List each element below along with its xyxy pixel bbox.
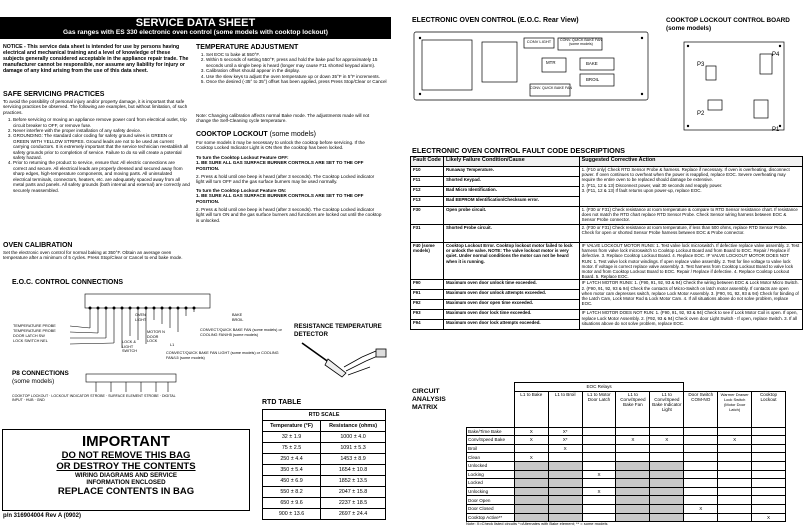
board-label-p2: P2 (697, 111, 705, 117)
fault-code: F10 (411, 167, 444, 177)
matrix-cell: X (752, 513, 786, 522)
matrix-cell (616, 496, 650, 505)
fault-code: F31 (411, 225, 444, 243)
temp-adjust-steps (196, 52, 392, 84)
matrix-group-spacer (684, 383, 786, 392)
matrix-cell: X (514, 453, 548, 462)
fault-cause: Cooktop Lockout Error. Cooktop lockout motor failed to lock or unlock the valve. NOTE: The valve lockout motor is very quiet. Under normal conditions the motor can not be heard when it is running. (443, 243, 579, 280)
safe-servicing-body (3, 99, 190, 193)
rtd-table-title: RTD TABLE (262, 399, 302, 406)
table-row (411, 280, 803, 290)
matrix-row-label: Door Closed (467, 504, 515, 513)
fault-code: F94 (411, 320, 444, 330)
cooktop-board-heading: COOKTOP LOCKOUT CONTROL BOARD (666, 17, 790, 24)
cooktop-on-title: To turn the Cooktop Lockout Feature ON: (196, 187, 287, 193)
matrix-row-label: Door Open (467, 496, 515, 505)
conn-label: DOOR LATCH SW (13, 334, 45, 338)
matrix-cell (684, 436, 718, 445)
p8-label: SURFACE ELEMENT STROBE (108, 394, 159, 398)
table-row (263, 509, 386, 520)
fault-action: 1. (F10 only) Check RTD Sensor Probe & harness. Replace if necessary. If oven is overheating, disconnect power. If oven continues to overheat when the power is reapplied, replace EOC. Severe overheating may require the entire oven to be replaced should damage be extensive. (581, 167, 790, 183)
matrix-cell (514, 470, 548, 479)
matrix-row-label: Conv/Speed Bake (467, 436, 515, 445)
fault-cause: Bad EEPROM Identification/Checksum error. (443, 197, 579, 207)
matrix-cell: X* (548, 436, 582, 445)
matrix-cell (650, 461, 684, 470)
table-row (263, 476, 386, 487)
rtd-cell: 900 ± 13.6 (263, 509, 321, 520)
matrix-col-header: Warmer Drawer Lock Switch (Motor Door Latch) (718, 391, 752, 427)
eoc-conn-label-l1: L1 (170, 343, 175, 347)
p8-label: COOKTOP LOCKOUT (12, 394, 49, 398)
matrix-cell (548, 504, 582, 513)
temp-adjust-step: 2. Within 5 seconds of setting 550°F, press and hold the bake pad for approximately 15 seconds until a single beep is heard (longer may cause F11 shorted keypad alarm). (206, 57, 392, 68)
matrix-cell (582, 496, 616, 505)
matrix-cell (548, 453, 582, 462)
cooktop-on-step1: 1. BE SURE ALL GAS SURFACE BURNER CONTROLS ARE SET TO THE OFF POSITION. (196, 193, 364, 204)
fault-code: F92 (411, 300, 444, 310)
matrix-cell (582, 479, 616, 488)
matrix-cell (582, 453, 616, 462)
part-number: p/n 316904004 Rev A (0902) (3, 513, 81, 519)
matrix-cell (514, 479, 548, 488)
table-row (263, 465, 386, 476)
matrix-cell (582, 427, 616, 436)
matrix-col-header: L1 to Bake (514, 391, 548, 427)
rtd-cell: 1091 ± 5.3 (321, 443, 386, 454)
matrix-cell (718, 504, 752, 513)
matrix-cell (718, 453, 752, 462)
fault-action: 2. (F30 or F31) Check resistance at room temperature, if less than 500 ohms, replace RTD Sensor Probe. Check for open or shorted Sensor Probe harness between EOC & Probe connector. (579, 225, 802, 243)
table-row (467, 504, 786, 513)
page-subtitle: Gas ranges with ES 330 electronic oven control (some models with cooktop lockout) (63, 29, 328, 36)
matrix-row-label: Unlocked (467, 461, 515, 470)
matrix-cell (684, 461, 718, 470)
cooktop-off-step1: 1. BE SURE ALL GAS SURFACE BURNER CONTROLS ARE SET TO THE OFF POSITION. (196, 160, 364, 171)
fault-cause: Maximum oven door lock time exceeded. (443, 310, 579, 320)
fault-code: F93 (411, 310, 444, 320)
matrix-cell: X (514, 427, 548, 436)
matrix-col-header: Cooktop Lockout (752, 391, 786, 427)
fault-action-group (579, 167, 802, 207)
matrix-cell: X (582, 487, 616, 496)
matrix-cell (650, 453, 684, 462)
matrix-cell (718, 496, 752, 505)
eoc-conn-labels-left (13, 324, 56, 344)
p8-label: LOCKOUT INDICATOR STROBE (51, 394, 105, 398)
matrix-col-header: L1 to Conv/Speed Bake Fan (616, 391, 650, 427)
fault-header-action: Suggested Corrective Action (579, 157, 802, 167)
table-row (467, 444, 786, 453)
matrix-cell: X (616, 436, 650, 445)
conn-label: TEMPERATURE PROBE (13, 329, 56, 333)
p8-diagram (56, 372, 196, 394)
notice-label: NOTICE - (3, 44, 26, 50)
matrix-cell (684, 427, 718, 436)
board-label-p4: P4 (772, 52, 780, 58)
matrix-cell (616, 427, 650, 436)
table-row (263, 454, 386, 465)
p8-label: DIGITAL INPUT (12, 394, 176, 403)
page-title: SERVICE DATA SHEET (135, 17, 256, 29)
fault-cause: Bad Micro Identification. (443, 187, 579, 197)
table-row (411, 243, 803, 280)
matrix-cell (684, 496, 718, 505)
matrix-cell (718, 487, 752, 496)
rtd-cell: 32 ± 1.9 (263, 432, 321, 443)
matrix-body (467, 427, 786, 522)
matrix-corner2 (467, 391, 515, 427)
matrix-title: CIRCUIT ANALYSIS MATRIX (412, 388, 446, 411)
temp-adjust-title: TEMPERATURE ADJUSTMENT (196, 44, 299, 51)
matrix-cell (650, 513, 684, 522)
fault-cause: Maximum oven door lock attempts exceeded. (443, 320, 579, 330)
matrix-cell (616, 470, 650, 479)
matrix-cell (718, 479, 752, 488)
matrix-corner (467, 383, 515, 392)
eoc-conn-label-oven-light: OVEN LIGHT (135, 313, 147, 322)
fault-action: 3. (F11, 12 & 13) If fault returns upon power-up, replace EOC. (581, 187, 702, 193)
cooktop-lockout-body (196, 140, 382, 223)
matrix-cell: X (582, 470, 616, 479)
matrix-cell (752, 487, 786, 496)
matrix-cell (616, 513, 650, 522)
table-row (467, 496, 786, 505)
fault-action: IF LATCH MOTOR DOES NOT RUN: 1. (F90, 91, 92, 93 & 94) Check to see if Lock Motor Coil is open. If open, replace Lock Motor Assembly. 2. (F92, 93 & 94) Check oven door Light Switch - If open, replace Switch. 3. If all situations above do not solve problem, replace EOC. (579, 310, 802, 330)
matrix-row-label: Cooktop Active** (467, 513, 515, 522)
matrix-cell: X (718, 436, 752, 445)
important-title: IMPORTANT (81, 433, 171, 450)
important-line3: WIRING DIAGRAMS AND SERVICE (74, 472, 178, 479)
p8-subtitle: (some models) (12, 377, 55, 385)
matrix-cell (514, 496, 548, 505)
matrix-cell (650, 444, 684, 453)
oven-calibration-title: OVEN CALIBRATION (3, 242, 73, 249)
conn-label: TEMPERATURE PROBE (13, 324, 56, 328)
rtd-cell: 2047 ± 15.8 (321, 487, 386, 498)
eoc-conn-label-motor: MOTOR N DOOR LOCK (147, 330, 165, 343)
rtd-cell: 2697 ± 24.4 (321, 509, 386, 520)
matrix-cell (582, 504, 616, 513)
eoc-connections-title: E.O.C. CONTROL CONNECTIONS (12, 279, 124, 286)
safe-servicing-title: SAFE SERVICING PRACTICES (3, 91, 105, 98)
matrix-cell (514, 504, 548, 513)
eoc-conn-label-lock: LOCK & LIGHT SWITCH (122, 340, 137, 353)
matrix-cell (514, 487, 548, 496)
cooktop-off-title: To turn the Cooktop Lockout Feature OFF: (196, 154, 289, 160)
matrix-cell: X (548, 444, 582, 453)
matrix-cell (616, 479, 650, 488)
temp-adjust-step: 3. Calibration offset should appear in the display. (206, 68, 392, 73)
matrix-cell (514, 461, 548, 470)
fault-cause: Maximum oven door unlock attempts exceeded. (443, 290, 579, 300)
matrix-row-label: Broil (467, 444, 515, 453)
matrix-cell (752, 479, 786, 488)
matrix-cell: X (514, 436, 548, 445)
matrix-cell (616, 453, 650, 462)
matrix-cell (616, 444, 650, 453)
table-row (467, 470, 786, 479)
matrix-col-header: L1 to Motor Door Latch (582, 391, 616, 427)
rtd-sensor-title: RESISTANCE TEMPERATURE DETECTOR (294, 323, 382, 338)
fault-code: F30 (411, 207, 444, 225)
rtd-cell: 1453 ± 8.9 (321, 454, 386, 465)
table-row (263, 432, 386, 443)
cooktop-on-step2: 2. Press & hold until one beep is heard (after 3 seconds). The Cooktop Locked indicator light will turn ON and the gas surface burners and functions are locked out until the cooktop is unlocked. (196, 207, 382, 223)
table-row (263, 487, 386, 498)
safe-item: 4. Prior to returning the product to service, ensure that: All electric connections are correct and secure. All electrical leads are properly dressed and secured away from sharp edges, high-temperature components, and moving parts. All uninsulated electrical terminals, connectors, heaters, etc. are adequately spaced away from all metal parts and panels. All safety grounds (both internal and external) are correctly and securely reassembled. (13, 160, 190, 192)
matrix-cell (718, 470, 752, 479)
table-row (411, 225, 803, 243)
matrix-row-label: Locking (467, 470, 515, 479)
eoc-rear-label-fan: CONV. QUICK BAKE FAN (some models) (559, 38, 602, 47)
table-row (467, 427, 786, 436)
cooktop-lockout-suffix: (some models) (269, 131, 316, 138)
rtd-cell: 75 ± 2.5 (263, 443, 321, 454)
matrix-cell (684, 479, 718, 488)
fault-cause: Shorted Probe circuit. (443, 225, 579, 243)
matrix-cell (718, 427, 752, 436)
matrix-cell (718, 513, 752, 522)
matrix-cell (650, 427, 684, 436)
table-row (467, 453, 786, 462)
matrix-cell (548, 479, 582, 488)
fault-header-code: Fault Code (411, 157, 444, 167)
rtd-table (262, 409, 386, 520)
fault-code: F40 (some models) (411, 243, 444, 280)
matrix-cell (650, 487, 684, 496)
cooktop-intro: For some models it may be necessary to unlock the cooktop before servicing. If the Cooktop Locked Indicator Light is ON then the cooktop has been locked. (196, 140, 365, 151)
table-row (467, 487, 786, 496)
fault-cause: Maximum oven door open time exceeded. (443, 300, 579, 310)
rtd-cell: 650 ± 9.6 (263, 498, 321, 509)
matrix-cell: X* (548, 427, 582, 436)
cooktop-board-title (666, 17, 790, 33)
rtd-cell: 450 ± 6.9 (263, 476, 321, 487)
fault-table (410, 156, 803, 330)
table-row (411, 207, 803, 225)
cooktop-lockout-title (196, 131, 316, 139)
matrix-row-label: Locked (467, 479, 515, 488)
rtd-cell: 550 ± 8.2 (263, 487, 321, 498)
notice-text: This service data sheet is intended for use by persons having electrical and mechanical training and a level of knowledge of these subjects generally considered acceptable in the appliance repair trade. The manufacturer cannot be responsible, nor assume any liability for injury or damage of any kind arising from the use of this data sheet. (3, 44, 189, 74)
eoc-rear-label-mtr: MTR (546, 60, 556, 65)
matrix-cell (548, 496, 582, 505)
matrix-cell: X (650, 436, 684, 445)
eoc-rear-heading: ELECTRONIC OVEN CONTROL (412, 17, 516, 24)
matrix-cell (752, 504, 786, 513)
important-line4: INFORMATION ENCLOSED (86, 479, 166, 486)
cooktop-lockout-heading: COOKTOP LOCKOUT (196, 131, 268, 138)
eoc-rear-title (412, 17, 579, 24)
fault-code: F90 (411, 280, 444, 290)
fault-table-title: ELECTRONIC OVEN CONTROL FAULT CODE DESCRIPTIONS (412, 146, 625, 155)
fault-code: F12 (411, 187, 444, 197)
fault-code: F11 (411, 177, 444, 187)
oven-calibration-text: Set the electronic oven control for normal baking at 350°F. Obtain an average oven temperature after a minimum of 5 cycles. Press Stop/Clear or Cancel to end bake mode. (3, 250, 183, 261)
rtd-sensor-drawing (300, 337, 390, 382)
matrix-col-header: L1 to Broil (548, 391, 582, 427)
conn-label: LOCK SWITCH NEL (13, 339, 48, 343)
rtd-cell: 350 ± 5.4 (263, 465, 321, 476)
safe-intro: To avoid the possibility of personal injury and/or property damage, it is important that safe servicing practices be observed. The following are examples, but without limitation, of such practices. (3, 99, 188, 115)
temp-adjust-step: 5. Once the desired (-35° to 35°) offset has been applied, press Press Stop/Clear or Cancel (206, 79, 392, 84)
matrix-cell (548, 461, 582, 470)
fault-cause: Open probe circuit. (443, 207, 579, 225)
important-line1: DO NOT REMOVE THIS BAG (61, 450, 191, 461)
fault-action: IF LATCH MOTOR RUNS: 1. (F90, 91, 92, 93 & 94) Check the wiring between EOC & Lock Motor Micro Switch. 2. (F90, 91, 92, 93 & 94) Check the contacts of Micro-Switch on latch motor assembly. If contacts are open when motor cam depresses switch, replace Lock Motor Assembly. 3. (F90, 91, 92, 93 & 94) Check for binding of the Latch Cam, Lock Motor Rod & Lock Motor Cam. 4. If all situations above do not solve problem, replace EOC. (579, 280, 802, 310)
table-row (467, 436, 786, 445)
matrix-cell (752, 453, 786, 462)
eoc-rear-label-broil: BROIL (586, 77, 600, 82)
p8-label: GND (36, 398, 45, 403)
rtd-cell: 1852 ± 13.5 (321, 476, 386, 487)
cooktop-board-diagram (682, 40, 786, 132)
matrix-cell (752, 444, 786, 453)
important-line5: REPLACE CONTENTS IN BAG (57, 486, 195, 497)
matrix-cell (684, 513, 718, 522)
matrix-cell (684, 444, 718, 453)
matrix-cell (616, 487, 650, 496)
matrix-cell (616, 504, 650, 513)
table-row (411, 167, 803, 177)
important-box (2, 429, 250, 511)
matrix-row-label: Bake/Time Bake (467, 427, 515, 436)
matrix-cell (616, 461, 650, 470)
table-row (411, 310, 803, 320)
temp-adjust-step: 1. Set EOC to bake at 550°F. (206, 52, 392, 57)
matrix-cell: X (684, 504, 718, 513)
matrix-cell (752, 461, 786, 470)
rtd-cell: 1000 ± 4.0 (321, 432, 386, 443)
important-line2: OR DESTROY THE CONTENTS (56, 461, 196, 472)
fault-code: F91 (411, 290, 444, 300)
fault-code: F13 (411, 197, 444, 207)
matrix-group-label: EOC Relays (514, 383, 683, 392)
table-row (467, 461, 786, 470)
matrix-cell (650, 470, 684, 479)
matrix-row-label: Unlocking (467, 487, 515, 496)
temp-adjust-step: 4. Use the slew keys to adjust the oven temperature up or down 35°F in 5°F increments. (206, 74, 392, 79)
matrix-col-header: Door Switch COM-NO (684, 391, 718, 427)
matrix-cell (548, 487, 582, 496)
eoc-conn-label-fan-light: CONVECT/QUICK BAKE FAN LIGHT (some models) or COOLING FAN/L5 (some models) (166, 351, 279, 360)
matrix-cell (752, 427, 786, 436)
matrix-col-header: L1 to Conv/Speed Bake Indicator Light (650, 391, 684, 427)
matrix-cell (582, 461, 616, 470)
circuit-matrix (466, 382, 786, 522)
matrix-note: Note: X=Check listed circuits *=Alternates with Bake element; ** = some models (466, 521, 608, 526)
matrix-cell (752, 436, 786, 445)
fault-cause: Runaway Temperature. (443, 167, 579, 177)
p8-label: HUB (25, 398, 34, 403)
eoc-rear-label-conv-light: CONV LIGHT (526, 39, 552, 44)
matrix-cell (650, 479, 684, 488)
matrix-cell (752, 496, 786, 505)
matrix-cell (718, 461, 752, 470)
fault-cause: Maximum oven door unlock time exceeded. (443, 280, 579, 290)
rtd-cell: 2237 ± 18.5 (321, 498, 386, 509)
notice (3, 44, 190, 74)
matrix-cell (684, 487, 718, 496)
matrix-cell (684, 470, 718, 479)
board-label-p1: P1 (772, 127, 780, 133)
fault-action: 1. (F30 or F31) Check resistance at room temperature & compare to RTD Sensor resistance chart. If resistance does not match the RTD chart replace RTD Sensor Probe. Check Sensor wiring harness between EOC & Sensor Probe connector. (579, 207, 802, 225)
matrix-cell (684, 453, 718, 462)
matrix-cell (650, 496, 684, 505)
matrix-cell (582, 436, 616, 445)
table-row (263, 498, 386, 509)
eoc-conn-label-broil: BROIL (232, 318, 244, 322)
cooktop-off-step2: 2. Press & hold until one beep is heard (after 3 seconds). The Cooktop Locked indicator light will turn OFF and the gas surface burners may be used normally. (196, 174, 375, 185)
safe-item: 3. GROUNDING: The standard color coding for safety ground wires is GREEN or GREEN WITH YELLOW STRIPES. Ground leads are not to be used as current carrying conductors. It is extremely important that the service technician reestablish all safety grounds prior to completion of service. Failure to do so will create a potential safety hazard. (13, 133, 190, 160)
table-row (467, 479, 786, 488)
p8-labels: COOKTOP LOCKOUT · LOCKOUT INDICATOR STROBE · SURFACE ELEMENT STROBE · DIGITAL INPUT · HUB · GND (12, 394, 176, 403)
rtd-header-res: Resistance (ohms) (321, 421, 386, 432)
table-row (263, 443, 386, 454)
rtd-header-temp: Temperature (°F) (263, 421, 321, 432)
fault-header-cause: Likely Failure Condition/Cause (443, 157, 579, 167)
eoc-conn-label-bake: BAKE (232, 313, 243, 317)
p8-heading: P8 CONNECTIONS (12, 370, 69, 377)
matrix-cell (718, 444, 752, 453)
matrix-cell (650, 504, 684, 513)
fault-cause: Shorted Keypad. (443, 177, 579, 187)
temp-adjust-note: Note: Changing calibration affects normal Bake mode. The adjustments made will not change the Self-Cleaning cycle temperature. (196, 113, 370, 124)
eoc-rear-label-bake: BAKE (586, 61, 598, 66)
rtd-caption: RTD SCALE (263, 410, 386, 421)
matrix-cell (548, 470, 582, 479)
safe-item: 1. Before servicing or moving an appliance remove power cord from electrical outlet, trip circuit breaker to OFF, or remove fuse. (13, 117, 190, 128)
rtd-cell: 250 ± 4.4 (263, 454, 321, 465)
matrix-row-label: Clean (467, 453, 515, 462)
header-banner (0, 17, 391, 39)
eoc-conn-label-fan: CONVECT/QUICK BAKE FAN (some models) or COOLING FAN/H5 (some models) (200, 328, 282, 337)
safe-item: 2. Never interfere with the proper installation of any safety device. (13, 128, 190, 133)
matrix-cell (514, 444, 548, 453)
fault-action: IF VALVE LOCKOUT MOTOR RUNS: 1. Test valve lock microswitch. If defective replace valve assembly. 2. Test harness from valve lock microswitch to Cooktop Lockout Board and from Board to EOC. Repair / Replace if defective. 3. Replace Cooktop Lockout Board. 4. Replace EOC. IF VALVE LOCKOUT MOTOR DOES NOT RUN: 1. Test valve lock motor windings. If open replace valve assembly. 2. Test for line voltage to valve lock motor. If voltage is correct replace valve assembly. 3. Test harness from Cooktop Lockout Board to valve lock motor and from Cooktop Lockout Board to EOC. Repair / Replace if defective. 4. Replace Cooktop Lockout Board. 5. Replace EOC. (579, 243, 802, 280)
rtd-cell: 1654 ± 10.8 (321, 465, 386, 476)
matrix-cell (752, 470, 786, 479)
eoc-rear-label-fan2: CONV. QUICK BAKE FAN (530, 86, 573, 90)
fault-action: 2. (F11, 12 & 13) Disconnect power, wait 30 seconds and reapply power. (581, 182, 723, 188)
eoc-rear-subtitle: (E.O.C. Rear View) (517, 17, 579, 24)
board-label-p3: P3 (697, 62, 705, 68)
matrix-cell (582, 444, 616, 453)
cooktop-board-subtitle: (some models) (666, 25, 712, 32)
